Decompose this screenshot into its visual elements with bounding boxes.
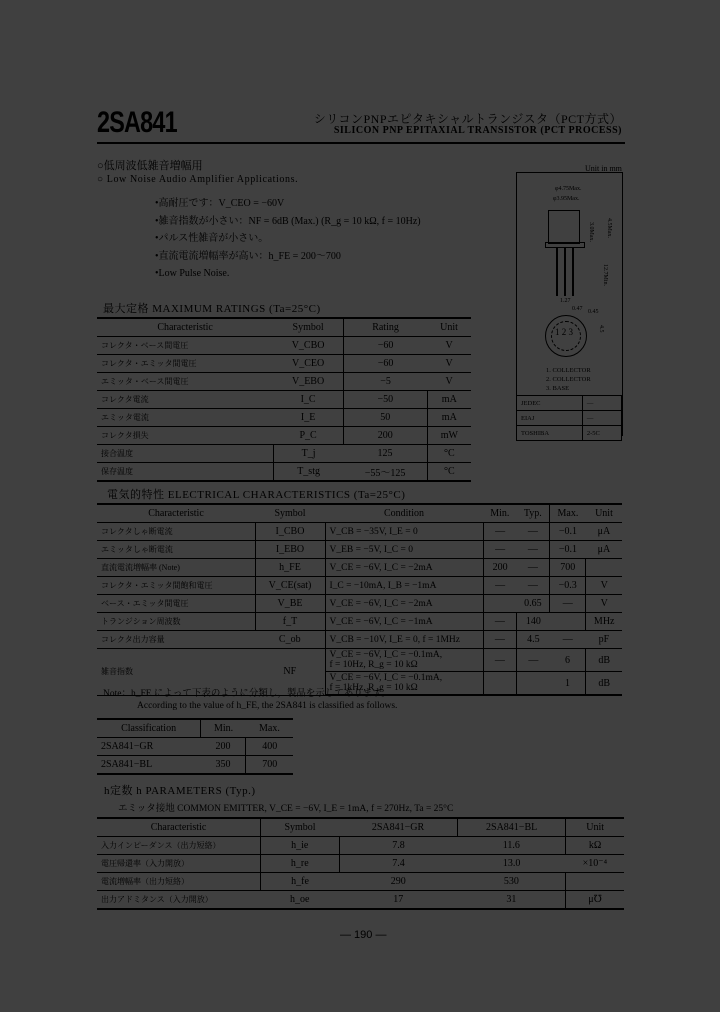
pin-legend-item: 2. COLLECTOR <box>546 376 591 383</box>
pin-legend <box>546 366 591 393</box>
feature-item: • パルス性雑音が小さい。 <box>155 230 421 248</box>
pin-numbers: 1 2 3 <box>555 327 573 337</box>
h-parameters-conditions: エミッタ接地 COMMON EMITTER, V_CE = −6V, I_E = 1mA, f = 270Hz, Ta = 25°C <box>118 804 454 814</box>
table-row: エミッタしゃ断電流 I_EBO V_EB = −5V, I_C = 0 — — −0.1 μA <box>97 541 622 559</box>
page-number: — 190 — <box>340 929 387 941</box>
dim-label: 3.0Max. <box>588 222 594 242</box>
electrical-characteristics-table <box>97 503 622 696</box>
dim-label: 1.27 <box>560 298 571 304</box>
table-row: コレクタ電流 I_C −50 mA <box>97 391 471 409</box>
table-row: コレクタ・エミッタ間電圧 V_CEO −60 V <box>97 355 471 373</box>
table-row: エミッタ電流 I_E 50 mA <box>97 409 471 427</box>
table-row: 直流電流増幅率 (Note) h_FE V_CE = −6V, I_C = −2mA 200 — 700 <box>97 559 622 577</box>
table-row: ベース・エミッタ間電圧 V_BE V_CE = −6V, I_C = −2mA 0.65 — V <box>97 595 622 613</box>
table-row: 2SA841−BL 350 700 <box>97 756 293 775</box>
dim-label: φ3.95Max. <box>553 196 580 202</box>
table-row: コレクタしゃ断電流 I_CBO V_CB = −35V, I_E = 0 — — −0.1 μA <box>97 523 622 541</box>
table-row: 2SA841−GR 200 400 <box>97 738 293 756</box>
h-parameters-table <box>97 817 624 910</box>
h-parameters-title: h定数 h PARAMETERS (Typ.) <box>104 785 256 797</box>
note-en: According to the value of h_FE, the 2SA841 is classified as follows. <box>137 701 398 711</box>
note-jp: Note：h_FE によって下表のように分類し，製品を示してあります。 <box>103 689 391 699</box>
dim-label: 4.5Max. <box>606 218 612 238</box>
table-row: コレクタ出力容量 C_ob V_CB = −10V, I_E = 0, f = 1MHz — 4.5 — pF <box>97 631 622 649</box>
application-title-jp: ○低周波低雑音増幅用 <box>97 160 203 172</box>
table-row: コレクタ・ベース間電圧 V_CBO −60 V <box>97 337 471 355</box>
table-row-nf-1khz: V_CE = −6V, I_C = −0.1mA, f = 1kHz, R_g = 10 kΩ 1 dB <box>97 672 622 696</box>
table-header-row: Characteristic Symbol 2SA841−GR 2SA841−BL Unit <box>97 818 624 837</box>
classification-table <box>97 718 293 775</box>
feature-list <box>155 195 421 283</box>
dim-label: 0.47 <box>572 306 583 312</box>
table-row: 接合温度 T_j 125 °C <box>97 445 471 463</box>
table-header-row: Characteristic Symbol Condition Min. Typ. Max. Unit <box>97 504 622 523</box>
table-header-row: Classification Min. Max. <box>97 719 293 738</box>
dim-label: φ4.75Max. <box>555 186 582 192</box>
table-row: 出力アドミタンス（入力開放） h_oe 17 31 μ℧ <box>97 891 624 910</box>
feature-item: • Low Pulse Noise. <box>155 265 421 283</box>
table-row: 電流増幅率（出力短絡） h_fe 290 530 <box>97 873 624 891</box>
table-row: TOSHIBA 2-5C <box>517 426 622 441</box>
table-row: 入力インピーダンス（出力短絡） h_ie 7.8 11.6 kΩ <box>97 837 624 855</box>
pin-legend-item: 3. BASE <box>546 385 570 392</box>
lead-icon <box>564 248 566 296</box>
electrical-title: 電気的特性 ELECTRICAL CHARACTERISTICS (Ta=25°C) <box>107 489 406 501</box>
title-english: SILICON PNP EPITAXIAL TRANSISTOR (PCT PROCESS) <box>333 125 622 136</box>
max-ratings-table <box>97 317 471 482</box>
title-divider <box>97 142 625 144</box>
transistor-body-icon <box>548 210 580 244</box>
package-standards-table <box>516 395 622 441</box>
table-row: 電圧帰還率（入力開放） h_re 7.4 13.0 ×10⁻⁴ <box>97 855 624 873</box>
lead-icon <box>556 248 558 296</box>
package-unit-label: Unit in mm <box>585 164 622 173</box>
dim-label: 12.7Min. <box>602 264 608 287</box>
dim-label: 4.5 <box>598 325 604 333</box>
application-title-en: ○ Low Noise Audio Amplifier Applications. <box>97 174 299 185</box>
table-row: コレクタ・エミッタ間飽和電圧 V_CE(sat) I_C = −10mA, I_B = −1mA — — −0.3 V <box>97 577 622 595</box>
table-row: JEDEC — <box>517 396 622 411</box>
pin-legend-item: 1. COLLECTOR <box>546 367 591 374</box>
dim-label: 0.45 <box>588 309 599 315</box>
feature-item: • 直流電流増幅率が高い：h_FE = 200〜700 <box>155 248 421 266</box>
lead-icon <box>572 248 574 296</box>
table-row: 保存温度 T_stg −55〜125 °C <box>97 463 471 482</box>
table-row: コレクタ損失 P_C 200 mW <box>97 427 471 445</box>
table-row: EIAJ — <box>517 411 622 426</box>
table-row: エミッタ・ベース間電圧 V_EBO −5 V <box>97 373 471 391</box>
feature-item: • 高耐圧です：V_CEO = −60V <box>155 195 421 213</box>
title-japanese: シリコンPNPエピタキシャルトランジスタ（PCT方式） <box>313 112 622 126</box>
feature-item: • 雑音指数が小さい：NF = 6dB (Max.) (R_g = 10 kΩ, f = 10Hz) <box>155 213 421 231</box>
max-ratings-title: 最大定格 MAXIMUM RATINGS (Ta=25°C) <box>103 303 321 315</box>
table-row: トランジション周波数 f_T V_CE = −6V, I_C = −1mA — 140 MHz <box>97 613 622 631</box>
table-row-nf-10hz: 雑音指数 NF V_CE = −6V, I_C = −0.1mA, f = 10Hz, R_g = 10 kΩ — — 6 dB <box>97 649 622 672</box>
table-header-row: Characteristic Symbol Rating Unit <box>97 318 471 337</box>
part-number: 2SA841 <box>97 106 177 139</box>
